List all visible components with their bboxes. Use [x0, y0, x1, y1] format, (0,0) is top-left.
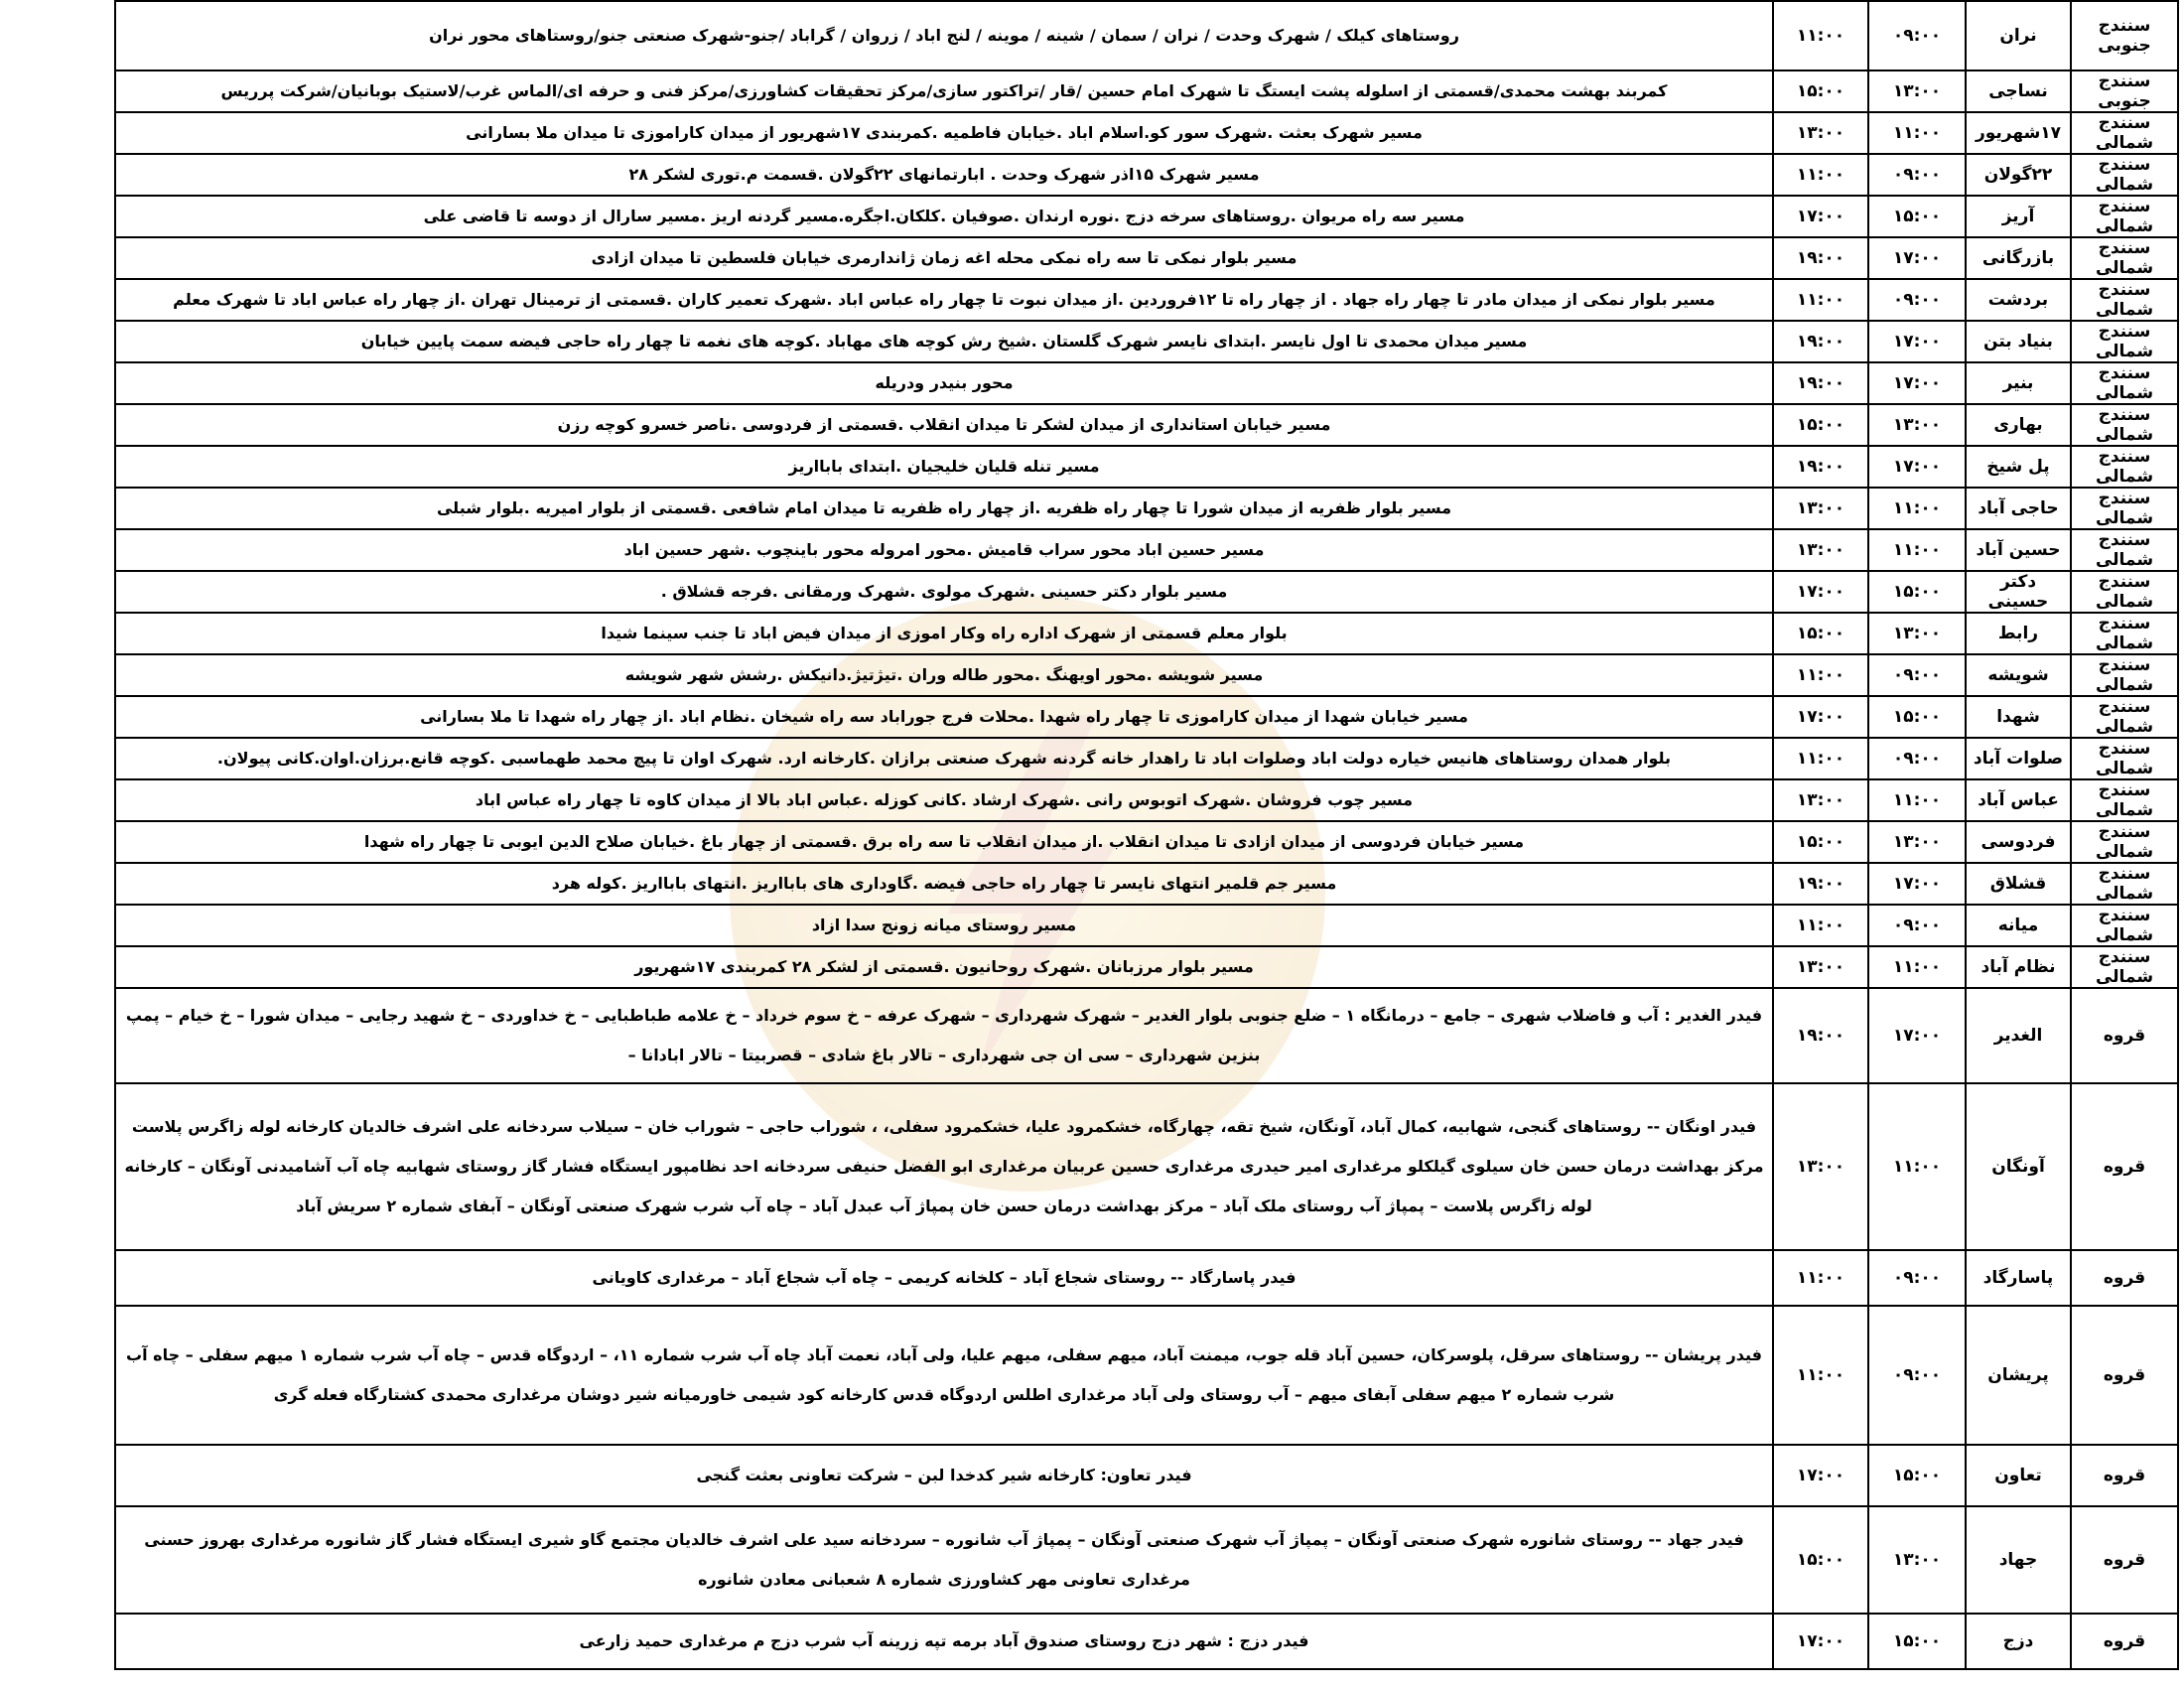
end-time-cell: ۱۷:۰۰ — [1773, 696, 1868, 738]
table-row — [115, 237, 2178, 279]
start-time-cell: ۱۳:۰۰ — [1868, 70, 1966, 112]
area-description-cell: مسیر شهرک بعثت .شهرک سور کو.اسلام اباد .خیابان فاطمیه .کمربندی ۱۷شهریور از میدان کاراموزی تا میدان ملا بسارانی — [115, 112, 1773, 154]
table-row — [115, 779, 2178, 821]
area-description-cell: مسیر بلوار دکتر حسینی .شهرک مولوی .شهرک ورمقانی .فرجه قشلاق . — [115, 571, 1773, 613]
end-time-cell: ۱۹:۰۰ — [1773, 988, 1868, 1083]
area-description-cell: روستاهای کیلک / شهرک وحدت / نران / سمان / شینه / موینه / لنج اباد / زروان / گراباد /جنو-شهرک صنعتی جنو/روستاهای محور نران — [115, 1, 1773, 70]
feeder-cell: بنیاد بتن — [1966, 321, 2071, 362]
region-cell: سنندج شمالی — [2071, 821, 2178, 863]
feeder-cell: بهاری — [1966, 404, 2071, 446]
table-row — [115, 1614, 2178, 1669]
region-cell: سنندج شمالی — [2071, 779, 2178, 821]
feeder-cell: پاسارگاد — [1966, 1250, 2071, 1306]
region-cell: سنندج شمالی — [2071, 946, 2178, 988]
end-time-cell: ۱۷:۰۰ — [1773, 571, 1868, 613]
region-cell: سنندج شمالی — [2071, 571, 2178, 613]
table-row — [115, 571, 2178, 613]
table-row — [115, 905, 2178, 946]
table-row — [115, 1250, 2178, 1306]
region-cell: سنندج شمالی — [2071, 446, 2178, 488]
area-description-cell: مسیر روستای میانه زونج سدا ازاد — [115, 905, 1773, 946]
region-cell: قروه — [2071, 1506, 2178, 1614]
area-description-cell: مسیر میدان محمدی تا اول نایسر .ابتدای نایسر شهرک گلستان .شیخ رش کوچه های مهاباد .کوچه های نغمه تا چهار راه حاجی فیضه سمت پایین خیابان — [115, 321, 1773, 362]
region-cell: سنندج شمالی — [2071, 362, 2178, 404]
end-time-cell: ۱۱:۰۰ — [1773, 1, 1868, 70]
start-time-cell: ۱۳:۰۰ — [1868, 821, 1966, 863]
feeder-cell: دزج — [1966, 1614, 2071, 1669]
start-time-cell: ۱۵:۰۰ — [1868, 196, 1966, 237]
end-time-cell: ۱۹:۰۰ — [1773, 362, 1868, 404]
area-description-cell: مسیر شویشه .محور اویهنگ .محور طاله وران .تیژتیژ.دانیکش .رشش شهر شویشه — [115, 654, 1773, 696]
region-cell: سنندج شمالی — [2071, 404, 2178, 446]
region-cell: سنندج شمالی — [2071, 738, 2178, 779]
table-row — [115, 70, 2178, 112]
area-description-cell: فیدر دزج : شهر دزج روستای صندوق آباد برمه تپه زرینه آب شرب دزج م مرغداری حمید زارعی — [115, 1614, 1773, 1669]
area-description-cell: مسیر بلوار ظفریه از میدان شورا تا چهار راه ظفریه .از چهار راه ظفریه تا میدان امام شافعی .قسمتی از بلوار امیریه .بلوار شبلی — [115, 488, 1773, 529]
start-time-cell: ۱۱:۰۰ — [1868, 946, 1966, 988]
feeder-cell: حاجی آباد — [1966, 488, 2071, 529]
area-description-cell: مسیر شهرک ۱۵اذر شهرک وحدت . ابارتمانهای ۲۲گولان .قسمت م.توری لشکر ۲۸ — [115, 154, 1773, 196]
table-row — [115, 446, 2178, 488]
region-cell: قروه — [2071, 1250, 2178, 1306]
region-cell: سنندج شمالی — [2071, 654, 2178, 696]
end-time-cell: ۱۳:۰۰ — [1773, 529, 1868, 571]
area-description-cell: کمربند بهشت محمدی/قسمتی از اسلوله پشت ایستگ تا شهرک امام حسین /قار /تراکتور سازی/مرکز تحقیقات کشاورزی/مرکز فنی و حرفه ای/الماس غرب/لاستیک بوبانیان/شرکت پرریس — [115, 70, 1773, 112]
region-cell: سنندج شمالی — [2071, 237, 2178, 279]
table-row — [115, 1506, 2178, 1614]
feeder-cell: میانه — [1966, 905, 2071, 946]
table-row — [115, 654, 2178, 696]
table-row — [115, 738, 2178, 779]
table-row — [115, 988, 2178, 1083]
region-cell: سنندج شمالی — [2071, 905, 2178, 946]
end-time-cell: ۱۷:۰۰ — [1773, 1614, 1868, 1669]
region-cell: قروه — [2071, 1614, 2178, 1669]
end-time-cell: ۱۹:۰۰ — [1773, 863, 1868, 905]
region-cell: سنندج شمالی — [2071, 488, 2178, 529]
feeder-cell: بنیر — [1966, 362, 2071, 404]
feeder-cell: جهاد — [1966, 1506, 2071, 1614]
feeder-cell: عباس آباد — [1966, 779, 2071, 821]
start-time-cell: ۱۵:۰۰ — [1868, 696, 1966, 738]
area-description-cell: فیدر پاسارگاد -- روستای شجاع آباد – کلخانه کریمی – چاه آب شجاع آباد – مرغداری کاویانی — [115, 1250, 1773, 1306]
region-cell: سنندج جنوبی — [2071, 70, 2178, 112]
start-time-cell: ۱۱:۰۰ — [1868, 779, 1966, 821]
start-time-cell: ۱۳:۰۰ — [1868, 613, 1966, 654]
end-time-cell: ۱۵:۰۰ — [1773, 70, 1868, 112]
area-description-cell: مسیر جم قلمیر انتهای نایسر تا چهار راه حاجی فیضه .گاوداری های بابااریز .انتهای بابااریز .کوله هرد — [115, 863, 1773, 905]
area-description-cell: فیدر جهاد -- روستای شانوره شهرک صنعتی آونگان – پمپاژ آب شهرک صنعتی آونگان – پمپاژ آب شانوره – سردخانه سید علی اشرف خالدیان مجتمع گاو شیری ایستگاه فشار گاز شانوره مرغداری بهروز حسنی مرغداری تعاونی مهر کشاورزی شماره ۸ شعبانی معادن شانوره — [115, 1506, 1773, 1614]
area-description-cell: مسیر بلوار نمکی تا سه راه نمکی محله اغه زمان ژاندارمری خیابان فلسطین تا میدان ازادی — [115, 237, 1773, 279]
start-time-cell: ۱۳:۰۰ — [1868, 1506, 1966, 1614]
end-time-cell: ۱۹:۰۰ — [1773, 321, 1868, 362]
start-time-cell: ۰۹:۰۰ — [1868, 905, 1966, 946]
region-cell: سنندج شمالی — [2071, 863, 2178, 905]
start-time-cell: ۰۹:۰۰ — [1868, 1, 1966, 70]
end-time-cell: ۱۱:۰۰ — [1773, 154, 1868, 196]
feeder-cell: نظام آباد — [1966, 946, 2071, 988]
end-time-cell: ۱۱:۰۰ — [1773, 1306, 1868, 1445]
table-row — [115, 1306, 2178, 1445]
end-time-cell: ۱۳:۰۰ — [1773, 112, 1868, 154]
feeder-cell: بردشت — [1966, 279, 2071, 321]
table-row — [115, 696, 2178, 738]
feeder-cell: صلوات آباد — [1966, 738, 2071, 779]
start-time-cell: ۰۹:۰۰ — [1868, 738, 1966, 779]
end-time-cell: ۱۹:۰۰ — [1773, 446, 1868, 488]
feeder-cell: پل شیخ — [1966, 446, 2071, 488]
table-row — [115, 362, 2178, 404]
start-time-cell: ۱۵:۰۰ — [1868, 571, 1966, 613]
start-time-cell: ۱۱:۰۰ — [1868, 1083, 1966, 1250]
start-time-cell: ۱۵:۰۰ — [1868, 1445, 1966, 1506]
table-row — [115, 1083, 2178, 1250]
area-description-cell: محور بنیدر ودریله — [115, 362, 1773, 404]
region-cell: سنندج جنوبی — [2071, 1, 2178, 70]
end-time-cell: ۱۱:۰۰ — [1773, 905, 1868, 946]
start-time-cell: ۱۳:۰۰ — [1868, 404, 1966, 446]
end-time-cell: ۱۷:۰۰ — [1773, 196, 1868, 237]
table-row — [115, 112, 2178, 154]
region-cell: قروه — [2071, 1306, 2178, 1445]
feeder-cell: آریز — [1966, 196, 2071, 237]
region-cell: سنندج شمالی — [2071, 154, 2178, 196]
start-time-cell: ۱۷:۰۰ — [1868, 362, 1966, 404]
feeder-cell: قشلاق — [1966, 863, 2071, 905]
start-time-cell: ۱۵:۰۰ — [1868, 1614, 1966, 1669]
area-description-cell: مسیر تنله قلیان خلیجیان .ابتدای بابااریز — [115, 446, 1773, 488]
area-description-cell: فیدر اونگان -- روستاهای گنجی، شهابیه، کمال آباد، آونگان، شیخ تقه، چهارگاه، خشکمرود علیا، خشکمرود سفلی، ، شوراب حاجی – شوراب خان – سیلاب سردخانه علی اشرف خالدیان کارخانه لوله زاگرس پلاست مرکز بهداشت درمان حسن خان سیلوی گیلکلو مرغداری امیر حیدری مرغداری حسین عربیان مرغداری ابو الفضل حنیفی سردخانه احد نظامپور ایستگاه فشار گاز روستای شهابیه چاه آب آشامیدنی آونگان – کارخانه لوله زاگرس پلاست – پمپاژ آب روستای ملک آباد – مرکز بهداشت درمان حسن خان پمپاژ آب عبدل آباد – چاه آب شرب شهرک صنعتی آونگان – آبفای شماره ۲ سریش آباد — [115, 1083, 1773, 1250]
end-time-cell: ۱۷:۰۰ — [1773, 1445, 1868, 1506]
region-cell: سنندج شمالی — [2071, 696, 2178, 738]
table-row — [115, 279, 2178, 321]
end-time-cell: ۱۱:۰۰ — [1773, 654, 1868, 696]
area-description-cell: فیدر تعاون: کارخانه شیر کدخدا لبن – شرکت تعاونی بعثت گنجی — [115, 1445, 1773, 1506]
feeder-cell: الغدیر — [1966, 988, 2071, 1083]
table-row — [115, 404, 2178, 446]
region-cell: سنندج شمالی — [2071, 279, 2178, 321]
feeder-cell: دکتر حسینی — [1966, 571, 2071, 613]
feeder-cell: نران — [1966, 1, 2071, 70]
table-row — [115, 946, 2178, 988]
area-description-cell: مسیر خیابان استانداری از میدان لشکر تا میدان انقلاب .قسمتی از فردوسی .ناصر خسرو کوچه رزن — [115, 404, 1773, 446]
end-time-cell: ۱۳:۰۰ — [1773, 779, 1868, 821]
table-row — [115, 821, 2178, 863]
area-description-cell: مسیر چوب فروشان .شهرک اتوبوس رانی .شهرک ارشاد .کانی کوزله .عباس اباد بالا از میدان کاوه تا چهار راه عباس اباد — [115, 779, 1773, 821]
feeder-cell: ۱۷شهریور — [1966, 112, 2071, 154]
area-description-cell: مسیر خیابان فردوسی از میدان ازادی تا میدان انقلاب .از میدان انقلاب تا سه راه برق .قسمتی از چهار باغ .خیابان صلاح الدین ایوبی تا چهار راه شهدا — [115, 821, 1773, 863]
region-cell: قروه — [2071, 1083, 2178, 1250]
table-row — [115, 1445, 2178, 1506]
end-time-cell: ۱۵:۰۰ — [1773, 1506, 1868, 1614]
feeder-cell: نساجی — [1966, 70, 2071, 112]
start-time-cell: ۱۷:۰۰ — [1868, 988, 1966, 1083]
feeder-cell: فردوسی — [1966, 821, 2071, 863]
region-cell: قروه — [2071, 1445, 2178, 1506]
region-cell: سنندج شمالی — [2071, 613, 2178, 654]
end-time-cell: ۱۳:۰۰ — [1773, 1083, 1868, 1250]
area-description-cell: فیدر الغدیر : آب و فاضلاب شهری – جامع – درمانگاه ۱ – ضلع جنوبی بلوار الغدیر – شهرک شهرداری – شهرک عرفه – خ سوم خرداد – خ علامه طباطبایی – خ خداوردی – خ شهید رجایی – میدان شورا – خ خیام – پمپ بنزین شهرداری – سی ان جی شهرداری – تالار باغ شادی – قصربیتا – تالار ابادانا – — [115, 988, 1773, 1083]
area-description-cell: مسیر خیابان شهدا از میدان کاراموزی تا چهار راه شهدا .محلات فرج جوراباد سه راه شیخان .نظام اباد .از چهار راه شهدا تا ملا بسارانی — [115, 696, 1773, 738]
area-description-cell: بلوار همدان روستاهای هانیس خیاره دولت اباد وصلوات اباد تا راهدار خانه گردنه شهرک صنعتی برازان .کارخانه ارد. شهرک اوان تا پیچ محمد طهماسبی .کوچه قانع.برزان.اوان.کانی پیولان. — [115, 738, 1773, 779]
feeder-cell: حسین آباد — [1966, 529, 2071, 571]
end-time-cell: ۱۹:۰۰ — [1773, 237, 1868, 279]
area-description-cell: مسیر سه راه مریوان .روستاهای سرخه دزج .نوره ارندان .صوفیان .کلکان.اجگره.مسیر گردنه اریز .مسیر سارال از دوسه تا قاضی علی — [115, 196, 1773, 237]
start-time-cell: ۱۷:۰۰ — [1868, 446, 1966, 488]
start-time-cell: ۰۹:۰۰ — [1868, 154, 1966, 196]
area-description-cell: مسیر بلوار نمکی از میدان مادر تا چهار راه جهاد . از چهار راه تا ۱۲فروردین .از میدان نبوت تا چهار راه عباس اباد .شهرک تعمیر کاران .قسمتی از ترمینال تهران .از چهار راه عباس اباد تا شهرک معلم — [115, 279, 1773, 321]
outage-schedule-table — [114, 0, 2179, 1670]
end-time-cell: ۱۳:۰۰ — [1773, 946, 1868, 988]
region-cell: سنندج شمالی — [2071, 196, 2178, 237]
feeder-cell: شویشه — [1966, 654, 2071, 696]
table-row — [115, 613, 2178, 654]
table-row — [115, 529, 2178, 571]
table-row — [115, 488, 2178, 529]
feeder-cell: تعاون — [1966, 1445, 2071, 1506]
end-time-cell: ۱۵:۰۰ — [1773, 404, 1868, 446]
start-time-cell: ۱۱:۰۰ — [1868, 529, 1966, 571]
table-row — [115, 196, 2178, 237]
start-time-cell: ۱۷:۰۰ — [1868, 237, 1966, 279]
table-row — [115, 154, 2178, 196]
region-cell: قروه — [2071, 988, 2178, 1083]
start-time-cell: ۱۱:۰۰ — [1868, 488, 1966, 529]
start-time-cell: ۱۷:۰۰ — [1868, 863, 1966, 905]
region-cell: سنندج شمالی — [2071, 321, 2178, 362]
start-time-cell: ۰۹:۰۰ — [1868, 654, 1966, 696]
feeder-cell: رابط — [1966, 613, 2071, 654]
end-time-cell: ۱۱:۰۰ — [1773, 1250, 1868, 1306]
end-time-cell: ۱۱:۰۰ — [1773, 279, 1868, 321]
table-row — [115, 863, 2178, 905]
end-time-cell: ۱۵:۰۰ — [1773, 821, 1868, 863]
area-description-cell: مسیر بلوار مرزبانان .شهرک روحانیون .قسمتی از لشکر ۲۸ کمربندی ۱۷شهریور — [115, 946, 1773, 988]
feeder-cell: پریشان — [1966, 1306, 2071, 1445]
table-row — [115, 1, 2178, 70]
end-time-cell: ۱۱:۰۰ — [1773, 738, 1868, 779]
table-row — [115, 321, 2178, 362]
area-description-cell: بلوار معلم قسمتی از شهرک اداره راه وکار اموزی از میدان فیض اباد تا جنب سینما شیدا — [115, 613, 1773, 654]
area-description-cell: فیدر پریشان -- روستاهای سرقل، پلوسرکان، حسین آباد قله جوب، میمنت آباد، میهم سفلی، میهم علیا، ولی آباد، نعمت آباد چاه آب شرب شماره ۱۱، – اردوگاه قدس – چاه آب شرب شماره ۱ میهم سفلی – چاه آب شرب شماره ۲ میهم سفلی آبفای میهم – آب روستای ولی آباد مرغداری اطلس اردوگاه قدس کارخانه کود شیمی خاورمیانه شیر دوشان مرغداری محمدی کشتارگاه فعله گری — [115, 1306, 1773, 1445]
feeder-cell: بازرگانی — [1966, 237, 2071, 279]
start-time-cell: ۰۹:۰۰ — [1868, 279, 1966, 321]
end-time-cell: ۱۳:۰۰ — [1773, 488, 1868, 529]
left-margin — [0, 0, 114, 1688]
region-cell: سنندج شمالی — [2071, 112, 2178, 154]
start-time-cell: ۰۹:۰۰ — [1868, 1306, 1966, 1445]
area-description-cell: مسیر حسین اباد محور سراب قامیش .محور امروله محور باینچوب .شهر حسین اباد — [115, 529, 1773, 571]
feeder-cell: شهدا — [1966, 696, 2071, 738]
end-time-cell: ۱۵:۰۰ — [1773, 613, 1868, 654]
feeder-cell: ۲۲گولان — [1966, 154, 2071, 196]
feeder-cell: آونگان — [1966, 1083, 2071, 1250]
start-time-cell: ۰۹:۰۰ — [1868, 1250, 1966, 1306]
start-time-cell: ۱۷:۰۰ — [1868, 321, 1966, 362]
region-cell: سنندج شمالی — [2071, 529, 2178, 571]
start-time-cell: ۱۱:۰۰ — [1868, 112, 1966, 154]
